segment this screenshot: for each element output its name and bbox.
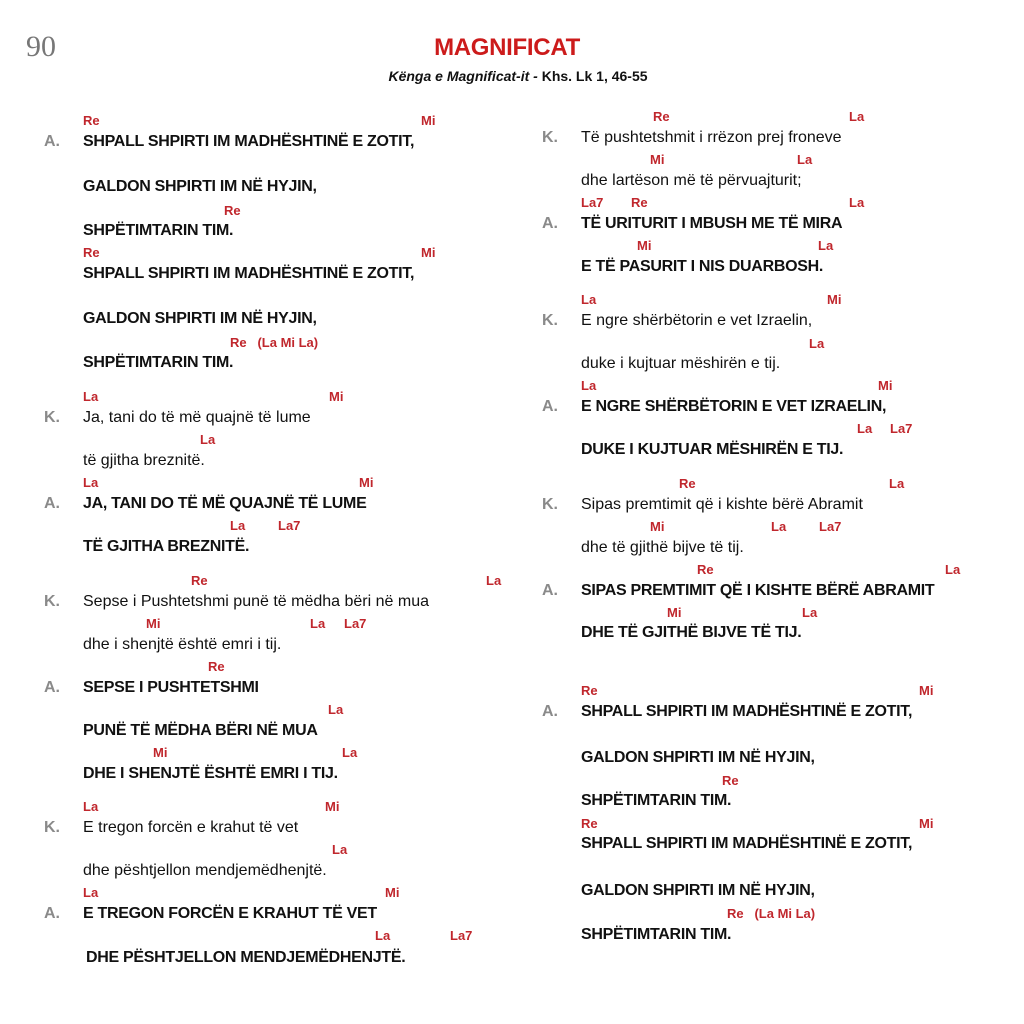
right-lyric-line: duke i kujtuar mëshirën e tij. xyxy=(581,355,781,372)
right-voice-label: A. xyxy=(542,582,558,599)
left-lyric-line: DHE I SHENJTË ËSHTË EMRI I TIJ. xyxy=(83,765,338,782)
right-chord: Mi xyxy=(667,605,682,620)
left-voice-label: A. xyxy=(44,679,60,696)
left-lyric-line: JA, TANI DO TË MË QUAJNË TË LUME xyxy=(83,495,367,512)
left-chord: Mi xyxy=(385,885,400,900)
left-lyric-line: SHPALL SHPIRTI IM MADHËSHTINË E ZOTIT, xyxy=(83,133,415,150)
left-chord: Mi xyxy=(421,245,436,260)
left-chord: Re xyxy=(83,113,100,128)
left-chord: Mi xyxy=(153,745,168,760)
left-chord: La7 xyxy=(344,616,367,631)
left-chord: La xyxy=(83,885,99,900)
left-chord: La xyxy=(200,432,216,447)
right-chord: Re xyxy=(679,476,696,491)
right-chord: La xyxy=(945,562,961,577)
right-chord: La7 xyxy=(581,195,604,210)
left-lyric-line: Sepse i Pushtetshmi punë të mëdha bëri në mua xyxy=(83,593,429,610)
right-chord: La xyxy=(849,109,865,124)
right-chord: Mi xyxy=(637,238,652,253)
left-lyric-line: PUNË TË MËDHA BËRI NË MUA xyxy=(83,722,318,739)
page-subtitle xyxy=(0,68,1024,84)
right-chord: Mi xyxy=(919,816,934,831)
right-lyric-line: Sipas premtimit që i kishte bërë Abramit xyxy=(581,496,863,513)
right-voice-label: A. xyxy=(542,398,558,415)
left-voice-label: A. xyxy=(44,495,60,512)
left-chord: Mi xyxy=(329,389,344,404)
right-lyric-line: E ngre shërbëtorin e vet Izraelin, xyxy=(581,312,813,329)
left-lyric-line: DHE PËSHTJELLON MENDJEMËDHENJTË. xyxy=(86,949,406,966)
right-chord: Mi xyxy=(650,152,665,167)
left-chord: La xyxy=(332,842,348,857)
right-chord: La xyxy=(849,195,865,210)
left-voice-label: K. xyxy=(44,593,60,610)
left-voice-label: A. xyxy=(44,905,60,922)
left-chord: Re xyxy=(224,203,241,218)
page-title: MAGNIFICAT xyxy=(434,34,580,61)
right-chord: Mi xyxy=(878,378,893,393)
right-voice-label: K. xyxy=(542,312,558,329)
left-chord: Re (La Mi La) xyxy=(230,335,319,350)
right-chord: Re xyxy=(631,195,648,210)
left-chord: Mi xyxy=(359,475,374,490)
right-lyric-line: SHPALL SHPIRTI IM MADHËSHTINË E ZOTIT, xyxy=(581,835,913,852)
left-chord: Mi xyxy=(421,113,436,128)
left-lyric-line: SHPËTIMTARIN TIM. xyxy=(83,354,234,371)
left-lyric-line: E tregon forcën e krahut të vet xyxy=(83,819,299,836)
right-lyric-line: GALDON SHPIRTI IM NË HYJIN, xyxy=(581,882,815,899)
right-voice-label: A. xyxy=(542,215,558,232)
right-chord: La7 xyxy=(890,421,913,436)
left-chord: Re xyxy=(191,573,208,588)
right-chord: La xyxy=(771,519,787,534)
left-voice-label: A. xyxy=(44,133,60,150)
left-lyric-line: Ja, tani do të më quajnë të lume xyxy=(83,409,311,426)
right-chord: Mi xyxy=(650,519,665,534)
right-voice-label: K. xyxy=(542,496,558,513)
left-lyric-line: SHPËTIMTARIN TIM. xyxy=(83,222,234,239)
right-lyric-line: DHE TË GJITHË BIJVE TË TIJ. xyxy=(581,624,802,641)
left-voice-label: K. xyxy=(44,819,60,836)
right-lyric-line: dhe të gjithë bijve të tij. xyxy=(581,539,744,556)
right-chord: La xyxy=(857,421,873,436)
left-lyric-line: dhe i shenjtë është emri i tij. xyxy=(83,636,282,653)
left-lyric-line: TË GJITHA BREZNITË. xyxy=(83,538,250,555)
right-voice-label: A. xyxy=(542,703,558,720)
left-chord: Mi xyxy=(146,616,161,631)
left-lyric-line: SHPALL SHPIRTI IM MADHËSHTINË E ZOTIT, xyxy=(83,265,415,282)
right-lyric-line: TË URITURIT I MBUSH ME TË MIRA xyxy=(581,215,843,232)
right-chord: Mi xyxy=(919,683,934,698)
left-lyric-line: E TREGON FORCËN E KRAHUT TË VET xyxy=(83,905,377,922)
right-lyric-line: SIPAS PREMTIMIT QË I KISHTE BËRË ABRAMIT xyxy=(581,582,935,599)
right-lyric-line: SHPËTIMTARIN TIM. xyxy=(581,792,732,809)
right-lyric-line: SHPALL SHPIRTI IM MADHËSHTINË E ZOTIT, xyxy=(581,703,913,720)
right-chord: La7 xyxy=(819,519,842,534)
left-lyric-line: GALDON SHPIRTI IM NË HYJIN, xyxy=(83,178,317,195)
right-chord: La xyxy=(581,378,597,393)
right-chord: Re xyxy=(722,773,739,788)
left-chord: La7 xyxy=(278,518,301,533)
left-lyric-line: SEPSE I PUSHTETSHMI xyxy=(83,679,259,696)
left-chord: La xyxy=(375,928,391,943)
right-chord: La xyxy=(802,605,818,620)
left-lyric-line: GALDON SHPIRTI IM NË HYJIN, xyxy=(83,310,317,327)
left-chord: La xyxy=(230,518,246,533)
subtitle-song: Kënga e Magnificat-it - xyxy=(388,68,542,84)
subtitle-reference: Khs. Lk 1, 46-55 xyxy=(541,68,648,84)
page-number: 90 xyxy=(26,30,56,63)
right-lyric-line: E TË PASURIT I NIS DUARBOSH. xyxy=(581,258,823,275)
left-lyric-line: të gjitha breznitë. xyxy=(83,452,205,469)
left-chord: La xyxy=(310,616,326,631)
right-chord: Mi xyxy=(827,292,842,307)
left-chord: La xyxy=(83,389,99,404)
right-voice-label: K. xyxy=(542,129,558,146)
right-lyric-line: DUKE I KUJTUAR MËSHIRËN E TIJ. xyxy=(581,441,844,458)
right-lyric-line: Të pushtetshmit i rrëzon prej froneve xyxy=(581,129,842,146)
left-chord: La xyxy=(328,702,344,717)
right-lyric-line: GALDON SHPIRTI IM NË HYJIN, xyxy=(581,749,815,766)
left-chord: La xyxy=(83,799,99,814)
left-chord: La xyxy=(83,475,99,490)
right-chord: Re xyxy=(581,816,598,831)
right-lyric-line: dhe lartëson më të përvuajturit; xyxy=(581,172,802,189)
left-chord: Re xyxy=(208,659,225,674)
right-lyric-line: SHPËTIMTARIN TIM. xyxy=(581,926,732,943)
left-lyric-line: dhe pështjellon mendjemëdhenjtë. xyxy=(83,862,327,879)
right-chord: Re (La Mi La) xyxy=(727,906,816,921)
left-chord: Re xyxy=(83,245,100,260)
left-chord: La xyxy=(486,573,502,588)
right-chord: La xyxy=(889,476,905,491)
left-chord: La xyxy=(342,745,358,760)
right-chord: La xyxy=(809,336,825,351)
right-chord: Re xyxy=(697,562,714,577)
left-voice-label: K. xyxy=(44,409,60,426)
left-chord: La7 xyxy=(450,928,473,943)
right-chord: Re xyxy=(581,683,598,698)
right-chord: Re xyxy=(653,109,670,124)
right-chord: La xyxy=(818,238,834,253)
left-chord: Mi xyxy=(325,799,340,814)
right-chord: La xyxy=(797,152,813,167)
right-chord: La xyxy=(581,292,597,307)
right-lyric-line: E NGRE SHËRBËTORIN E VET IZRAELIN, xyxy=(581,398,887,415)
